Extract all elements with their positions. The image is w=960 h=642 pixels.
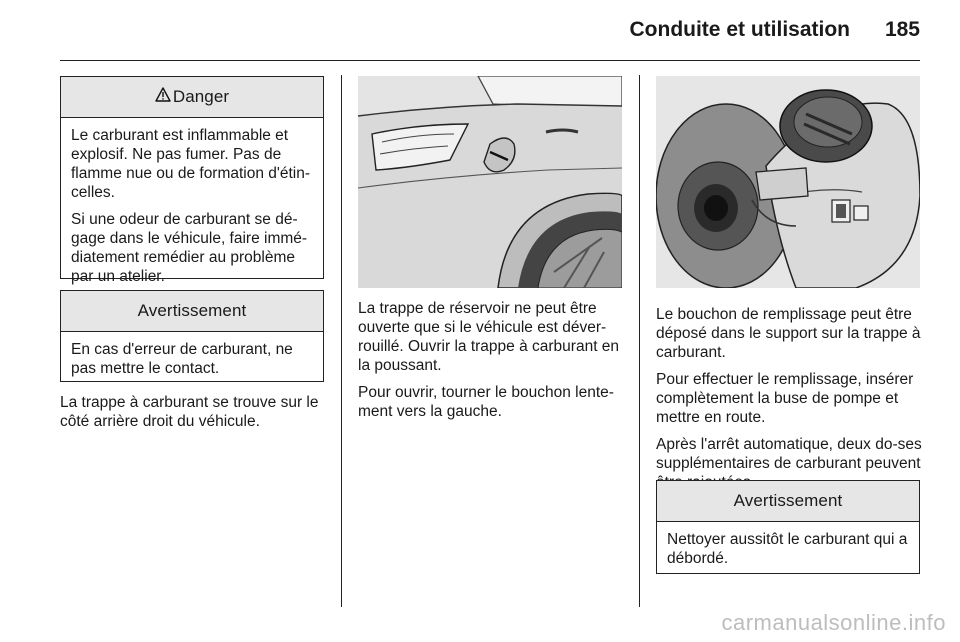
col3-paragraph-1: Le bouchon de remplissage peut être déposé dans le support sur la trappe à carburant. <box>656 306 921 361</box>
col3-paragraph-2: Pour effectuer le remplissage, insérer complètement la buse de pompe et mettre en route. <box>656 371 914 426</box>
column-divider-1 <box>341 75 342 607</box>
warning-box-body <box>61 332 323 388</box>
col3-body-text <box>656 305 924 500</box>
danger-box-heading <box>61 77 323 118</box>
column-divider-2 <box>639 75 640 607</box>
danger-box-body <box>61 118 323 296</box>
warning-triangle-icon <box>155 87 171 107</box>
danger-heading-text: Danger <box>172 87 230 106</box>
warning-box-fuel-error <box>60 290 324 382</box>
danger-paragraph-1: Le carburant est inflammable et explosif. Ne pas fumer. Pas de flamme nue ou de formation d'étin-celles. <box>71 127 311 201</box>
warning-paragraph-1: En cas d'erreur de carburant, ne pas mettre le contact. <box>71 341 293 377</box>
page-title: Conduite et utilisation <box>629 18 850 41</box>
warning-box-overflow <box>656 480 920 574</box>
warning-box-heading-col3: Avertissement <box>657 481 919 522</box>
col2-paragraph-2: Pour ouvrir, tourner le bouchon lente-ment vers la gauche. <box>358 384 614 420</box>
warning-box-body-col3 <box>657 522 919 578</box>
fuel-cap-holder-illustration <box>656 76 920 288</box>
col1-body-text <box>60 393 326 439</box>
warning-box-heading: Avertissement <box>61 291 323 332</box>
col2-body-text <box>358 299 628 429</box>
warning-paragraph-col3: Nettoyer aussitôt le carburant qui a débordé. <box>667 531 908 567</box>
car-rear-fuel-door-illustration <box>358 76 622 288</box>
danger-box <box>60 76 324 285</box>
page-number: 185 <box>884 18 920 41</box>
col3-paragraph-3: Après l'arrêt automatique, deux do-ses supplémentaires de carburant peuvent <box>656 436 922 472</box>
col2-paragraph-1: La trappe de réservoir ne peut être ouverte que si le véhicule est déver-rouillé. Ouvrir la trappe à carburant en la poussant. <box>358 300 620 374</box>
col1-paragraph-1: La trappe à carburant se trouve sur le côté arrière droit du véhicule. <box>60 394 319 430</box>
watermark: carmanualsonline.info <box>721 610 946 635</box>
danger-paragraph-2: Si une odeur de carburant se dé-gage dans le véhicule, faire immé-diatement remédier au problème par un atelier. <box>71 211 308 285</box>
header-divider <box>60 60 920 61</box>
